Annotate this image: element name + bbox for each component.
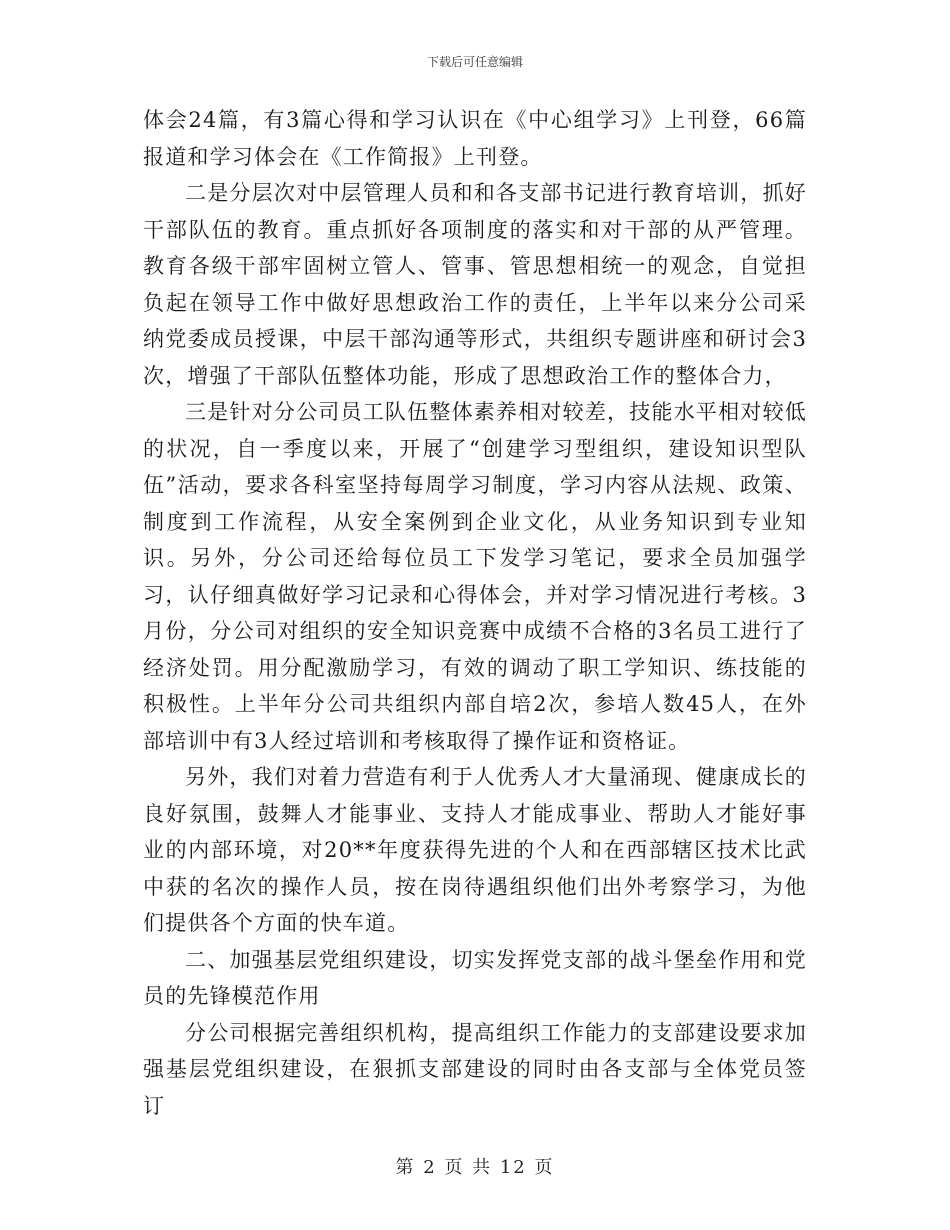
paragraph-1: 体会24篇，有3篇心得和学习认识在《中心组学习》上刊登，66篇报道和学习体会在《工作简报》上刊登。 xyxy=(143,108,807,169)
paragraph-2: 二是分层次对中层管理人员和和各支部书记进行教育培训，抓好干部队伍的教育。重点抓好各项制度的落实和对干部的从严管理。教育各级干部牢固树立管人、管事、管思想相统一的观念，自觉担负起在领导工作中做好思想政治工作的责任，上半年以来分公司采纳党委成员授课，中层干部沟通等形式，共组织专题讲座和研讨会3次，增强了干部队伍整体功能，形成了思想政治工作的整体合力， xyxy=(143,181,807,388)
paragraph-4: 另外，我们对着力营造有利于人优秀人才大量涌现、健康成长的良好氛围，鼓舞人才能事业、支持人才能成事业、帮助人才能好事业的内部环境，对20**年度获得先进的个人和在西部辖区技术比武中获的名次的操作人员，按在岗待遇组织他们出外考察学习，为他们提供各个方面的快车道。 xyxy=(143,765,807,935)
page-number-footer: 第 2 页 共 12 页 xyxy=(395,1157,555,1178)
section-heading-2: 二、加强基层党组织建设，切实发挥党支部的战斗堡垒作用和党员的先锋模范作用 xyxy=(143,947,807,1008)
paragraph-3: 三是针对分公司员工队伍整体素养相对较差，技能水平相对较低的状况，自一季度以来，开展了“创建学习型组织，建设知识型队伍”活动，要求各科室坚持每周学习制度，学习内容从法规、政策、制度到工作流程，从安全案例到企业文化，从业务知识到专业知识。另外，分公司还给每位员工下发学习笔记，要求全员加强学习，认仔细真做好学习记录和心得体会，并对学习情况进行考核。3月份，分公司对组织的安全知识竞赛中成绩不合格的3名员工进行了经济处罚。用分配激励学习，有效的调动了职工学知识、练技能的积极性。上半年分公司共组织内部自培2次，参培人数45人，在外部培训中有3人经过培训和考核取得了操作证和资格证。 xyxy=(143,400,807,753)
document-body xyxy=(143,102,807,1124)
page-header: 下载后可任意编辑 xyxy=(426,55,523,69)
paragraph-5: 分公司根据完善组织机构，提高组织工作能力的支部建设要求加强基层党组织建设，在狠抓支部建设的同时由各支部与全体党员签订 xyxy=(143,1020,807,1118)
